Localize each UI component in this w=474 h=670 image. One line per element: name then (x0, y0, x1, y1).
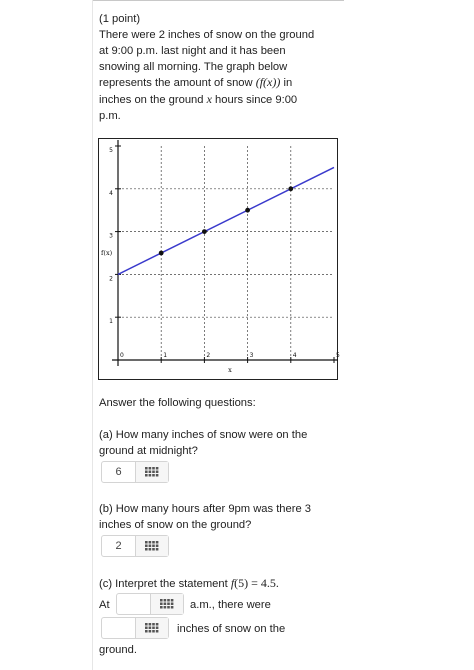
answer-b-value[interactable]: 2 (115, 540, 122, 552)
statement-rest: (5) = 4.5. (234, 576, 279, 590)
y-axis-label: f(x) (101, 249, 113, 257)
questions-heading: Answer the following questions: (99, 397, 256, 409)
data-point (159, 251, 164, 256)
keypad-icon[interactable] (135, 536, 168, 556)
intro-line-6: p.m. (99, 109, 121, 122)
intro-line-2: at 9:00 p.m. last night and it has been (99, 44, 286, 57)
keypad-icon[interactable] (150, 594, 183, 614)
points-label: (1 point) (99, 13, 141, 25)
answer-c-time-field[interactable] (116, 593, 184, 615)
question-b-line-1: (b) How many hours after 9pm was there 3 (99, 503, 312, 515)
data-point (202, 229, 207, 234)
inches-label: inches of snow on the (177, 623, 286, 635)
x-tick-label: 2 (206, 352, 211, 359)
ground-label: ground. (99, 644, 137, 656)
fx-notation: (f(x)) (255, 75, 281, 90)
answer-b-field[interactable] (101, 535, 169, 557)
x-axis-label: x (228, 366, 232, 374)
y-tick-label: 5 (109, 147, 113, 154)
statement-fn: f (230, 576, 235, 590)
question-b (99, 502, 334, 534)
answer-c-inches-value[interactable] (102, 618, 135, 638)
graph-frame (99, 139, 338, 380)
snow-graph (98, 138, 338, 380)
top-divider (92, 0, 344, 1)
y-tick-label: 3 (109, 232, 113, 240)
question-a (99, 428, 334, 460)
x-tick-label: 5 (336, 352, 340, 359)
answer-c-time-value[interactable] (117, 594, 150, 614)
answer-a-value[interactable]: 6 (115, 466, 122, 478)
x-tick-label: 4 (292, 352, 297, 359)
data-point (245, 208, 250, 213)
problem-text (99, 28, 334, 125)
question-c: (c) Interpret the statement f(5) = 4.5. (99, 576, 279, 590)
x-tick-label: 1 (163, 352, 168, 359)
y-tick-label: 1 (109, 318, 113, 326)
keypad-icon[interactable] (135, 618, 168, 638)
question-b-line-2: inches of snow on the ground? (99, 518, 252, 531)
y-tick-label: 4 (109, 189, 113, 197)
at-label: At (99, 599, 110, 611)
keypad-icon[interactable] (135, 462, 168, 482)
x-tick-label: 3 (249, 352, 254, 359)
data-point (288, 186, 293, 191)
question-a-line-2: ground at midnight? (99, 444, 198, 457)
intro-line-3: snowing all morning. The graph below (99, 60, 288, 73)
x-variable: x (206, 92, 212, 107)
am-label: a.m., there were (190, 599, 271, 611)
question-a-line-1: (a) How many inches of snow were on the (99, 429, 308, 441)
left-divider (92, 0, 93, 670)
intro-line-4: represents the amount of snow (f(x)) in (99, 75, 293, 90)
answer-c-inches-field[interactable] (101, 617, 169, 639)
intro-line-1: There were 2 inches of snow on the ground (99, 29, 315, 41)
y-tick-label: 2 (109, 275, 113, 283)
x-tick-label: 0 (120, 352, 124, 359)
answer-a-field[interactable] (101, 461, 169, 483)
intro-line-5: inches on the ground x hours since 9:00 (99, 92, 298, 107)
